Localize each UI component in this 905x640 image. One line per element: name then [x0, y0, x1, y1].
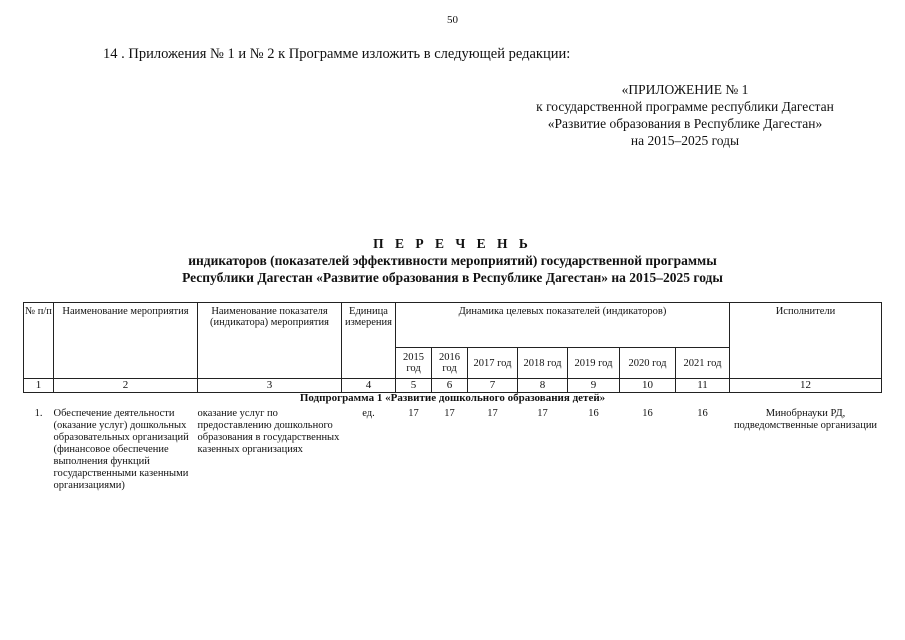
- year-header: 2019 год: [568, 348, 620, 379]
- heading-line-2: Республики Дагестан «Развитие образования в Республике Дагестан» на 2015–2025 годы: [182, 270, 723, 285]
- header-unit: Единица измерения: [342, 303, 396, 379]
- year-header: 2016 год: [432, 348, 468, 379]
- page-number: 50: [447, 14, 458, 26]
- year-header: 2017 год: [468, 348, 518, 379]
- column-number: 8: [518, 379, 568, 393]
- header-num: № п/п: [24, 303, 54, 379]
- year-header: 2021 год: [676, 348, 730, 379]
- instruction-text: 14 . Приложения № 1 и № 2 к Программе изложить в следующей редакции:: [103, 46, 571, 62]
- row-value: 17: [537, 408, 548, 419]
- row-unit: ед.: [362, 408, 375, 419]
- row-value: 17: [408, 408, 419, 419]
- appendix-line-2: «Развитие образования в Республике Дагестан»: [547, 116, 823, 131]
- row-value: 16: [588, 408, 599, 419]
- column-number: 4: [342, 379, 396, 393]
- year-header: 2018 год: [518, 348, 568, 379]
- heading-line-1: индикаторов (показателей эффективности мероприятий) государственной программы: [188, 253, 717, 268]
- subprogram-title: Подпрограмма 1 «Развитие дошкольного образования детей»: [24, 393, 882, 407]
- header-executors: Исполнители: [730, 303, 882, 379]
- column-number: 5: [396, 379, 432, 393]
- year-header: 2015 год: [396, 348, 432, 379]
- column-number: 2: [54, 379, 198, 393]
- column-number: 11: [676, 379, 730, 393]
- row-value: 17: [444, 408, 455, 419]
- header-dynamics: Динамика целевых показателей (индикаторов): [396, 303, 730, 348]
- column-number: 6: [432, 379, 468, 393]
- appendix-line-1: к государственной программе республики Дагестан: [536, 99, 834, 114]
- heading-word: П Е Р Е Ч Е Н Ь: [373, 236, 532, 251]
- column-number: 12: [730, 379, 882, 393]
- row-executors: Минобрнауки РД, подведомственные организации: [733, 408, 878, 431]
- row-value: 16: [697, 408, 708, 419]
- appendix-title: «ПРИЛОЖЕНИЕ № 1: [621, 82, 749, 97]
- appendix-line-3: на 2015–2025 годы: [630, 133, 740, 148]
- row-value: 17: [487, 408, 498, 419]
- row-indicator: оказание услуг по предоставлению дошкольного образования в государственных казенных организациях: [197, 408, 340, 455]
- column-number: 1: [24, 379, 54, 393]
- column-number: 10: [620, 379, 676, 393]
- header-activity: Наименование мероприятия: [54, 303, 198, 379]
- column-number: 7: [468, 379, 518, 393]
- row-activity: Обеспечение деятельности (оказание услуг) дошкольных образовательных организаций (финансовое обеспечение выполнения функций государственными казенными организациями): [53, 408, 189, 491]
- row-value: 16: [642, 408, 653, 419]
- column-number: 9: [568, 379, 620, 393]
- year-header: 2020 год: [620, 348, 676, 379]
- column-number: 3: [198, 379, 342, 393]
- indicators-table: [23, 302, 882, 492]
- row-num: 1.: [34, 408, 43, 419]
- header-indicator: Наименование показателя (индикатора) мероприятия: [198, 303, 342, 379]
